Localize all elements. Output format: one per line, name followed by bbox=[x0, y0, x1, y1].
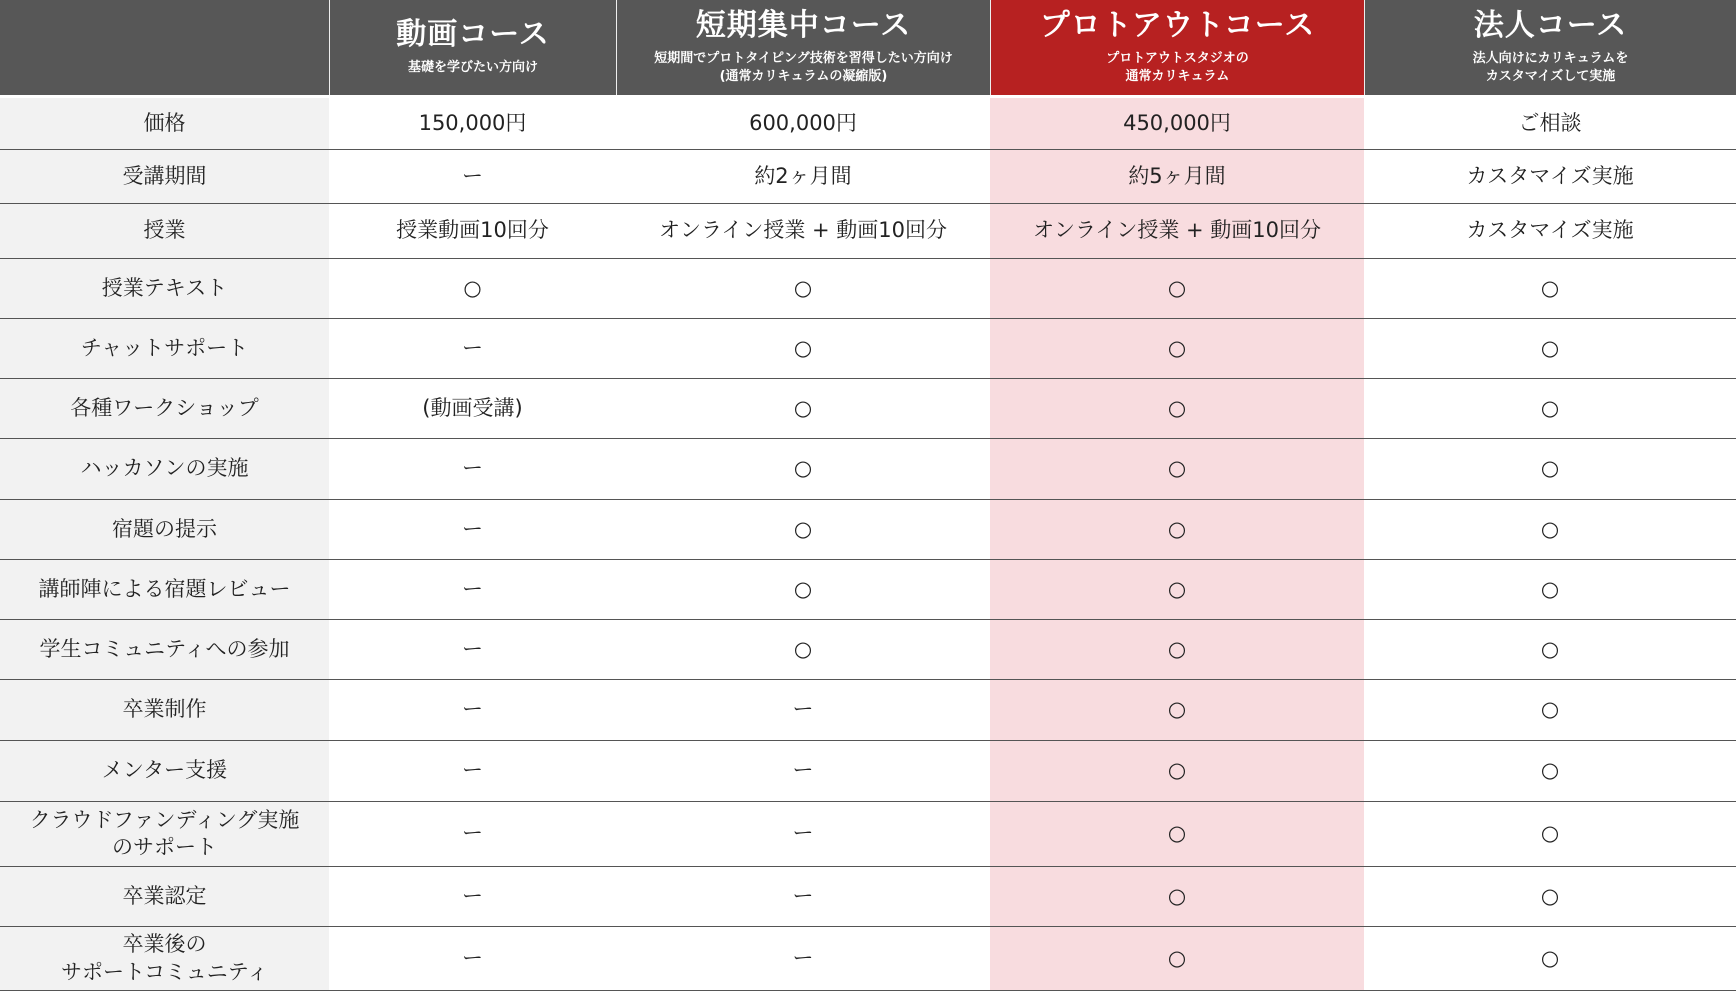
table-cell: ○ bbox=[616, 319, 990, 379]
course-title: 法人コース bbox=[1473, 8, 1628, 44]
header-course-intensive bbox=[616, 0, 990, 95]
table-cell: ー bbox=[329, 500, 616, 560]
header-course-protoout bbox=[990, 0, 1364, 95]
row-label: 卒業認定 bbox=[0, 867, 329, 927]
table-cell: ー bbox=[329, 439, 616, 500]
table-cell: ○ bbox=[616, 439, 990, 500]
table-cell: ○ bbox=[1364, 680, 1736, 741]
table-cell: ○ bbox=[1364, 802, 1736, 867]
table-cell: ○ bbox=[990, 319, 1364, 379]
table-cell: ご相談 bbox=[1364, 95, 1736, 150]
course-title: プロトアウトコース bbox=[1039, 8, 1316, 44]
table-cell: ー bbox=[329, 560, 616, 620]
table-cell: ○ bbox=[1364, 500, 1736, 560]
table-cell: ○ bbox=[990, 620, 1364, 680]
table-cell: ー bbox=[329, 680, 616, 741]
table-cell: ー bbox=[329, 319, 616, 379]
table-cell: 450,000円 bbox=[990, 95, 1364, 150]
table-cell: ○ bbox=[990, 867, 1364, 927]
course-subtitle: 法人向けにカリキュラムを カスタマイズして実施 bbox=[1472, 51, 1629, 84]
course-subtitle: 短期間でプロトタイピング技術を習得したい方向け (通常カリキュラムの凝縮版) bbox=[654, 51, 953, 84]
row-label: 講師陣による宿題レビュー bbox=[0, 560, 329, 620]
course-title: 短期集中コース bbox=[695, 8, 912, 44]
row-label: チャットサポート bbox=[0, 319, 329, 379]
table-cell: ー bbox=[329, 867, 616, 927]
row-label: 各種ワークショップ bbox=[0, 379, 329, 439]
table-cell: ○ bbox=[1364, 620, 1736, 680]
table-cell: ー bbox=[329, 927, 616, 991]
table-cell: ○ bbox=[616, 259, 990, 319]
table-cell: ○ bbox=[616, 560, 990, 620]
table-cell: カスタマイズ実施 bbox=[1364, 150, 1736, 204]
table-cell: ー bbox=[616, 680, 990, 741]
course-subtitle: プロトアウトスタジオの 通常カリキュラム bbox=[1106, 51, 1249, 84]
table-cell: ○ bbox=[1364, 379, 1736, 439]
table-cell: ー bbox=[616, 741, 990, 802]
course-title: 動画コース bbox=[396, 17, 550, 53]
table-cell: オンライン授業 + 動画10回分 bbox=[616, 204, 990, 259]
row-label: 学生コミュニティへの参加 bbox=[0, 620, 329, 680]
table-cell: 150,000円 bbox=[329, 95, 616, 150]
table-cell: ー bbox=[329, 150, 616, 204]
table-cell: ○ bbox=[990, 741, 1364, 802]
row-label: 受講期間 bbox=[0, 150, 329, 204]
table-cell: ー bbox=[329, 620, 616, 680]
table-cell: 授業動画10回分 bbox=[329, 204, 616, 259]
table-cell: ○ bbox=[1364, 867, 1736, 927]
row-label: 宿題の提示 bbox=[0, 500, 329, 560]
table-cell: ○ bbox=[990, 927, 1364, 991]
table-cell: 600,000円 bbox=[616, 95, 990, 150]
table-cell: ○ bbox=[616, 379, 990, 439]
table-cell: ○ bbox=[990, 680, 1364, 741]
row-label: クラウドファンディング実施 のサポート bbox=[0, 802, 329, 867]
table-cell: ○ bbox=[1364, 259, 1736, 319]
table-cell: ○ bbox=[616, 620, 990, 680]
table-cell: ○ bbox=[990, 500, 1364, 560]
row-label: メンター支援 bbox=[0, 741, 329, 802]
table-cell: ○ bbox=[1364, 927, 1736, 991]
table-cell: 約2ヶ月間 bbox=[616, 150, 990, 204]
table-cell: ー bbox=[616, 927, 990, 991]
table-cell: ○ bbox=[990, 560, 1364, 620]
table-cell: ー bbox=[616, 867, 990, 927]
table-cell: ○ bbox=[329, 259, 616, 319]
course-subtitle: 基礎を学びたい方向け bbox=[407, 60, 538, 76]
row-label: ハッカソンの実施 bbox=[0, 439, 329, 500]
table-cell: 約5ヶ月間 bbox=[990, 150, 1364, 204]
table-cell: カスタマイズ実施 bbox=[1364, 204, 1736, 259]
table-cell: ○ bbox=[1364, 439, 1736, 500]
header-course-corporate bbox=[1364, 0, 1736, 95]
header-course-video bbox=[329, 0, 616, 95]
row-label: 卒業制作 bbox=[0, 680, 329, 741]
table-cell: ○ bbox=[990, 802, 1364, 867]
row-label: 授業 bbox=[0, 204, 329, 259]
table-cell: ー bbox=[329, 802, 616, 867]
header-corner bbox=[0, 0, 329, 95]
row-label: 授業テキスト bbox=[0, 259, 329, 319]
row-label: 卒業後の サポートコミュニティ bbox=[0, 927, 329, 991]
table-cell: ○ bbox=[990, 379, 1364, 439]
table-cell: ○ bbox=[990, 259, 1364, 319]
table-cell: ○ bbox=[990, 439, 1364, 500]
table-cell: ○ bbox=[1364, 741, 1736, 802]
table-cell: ○ bbox=[616, 500, 990, 560]
row-label: 価格 bbox=[0, 95, 329, 150]
table-cell: オンライン授業 + 動画10回分 bbox=[990, 204, 1364, 259]
table-cell: ○ bbox=[1364, 319, 1736, 379]
table-cell: ー bbox=[329, 741, 616, 802]
table-cell: (動画受講) bbox=[329, 379, 616, 439]
table-cell: ○ bbox=[1364, 560, 1736, 620]
table-cell: ー bbox=[616, 802, 990, 867]
